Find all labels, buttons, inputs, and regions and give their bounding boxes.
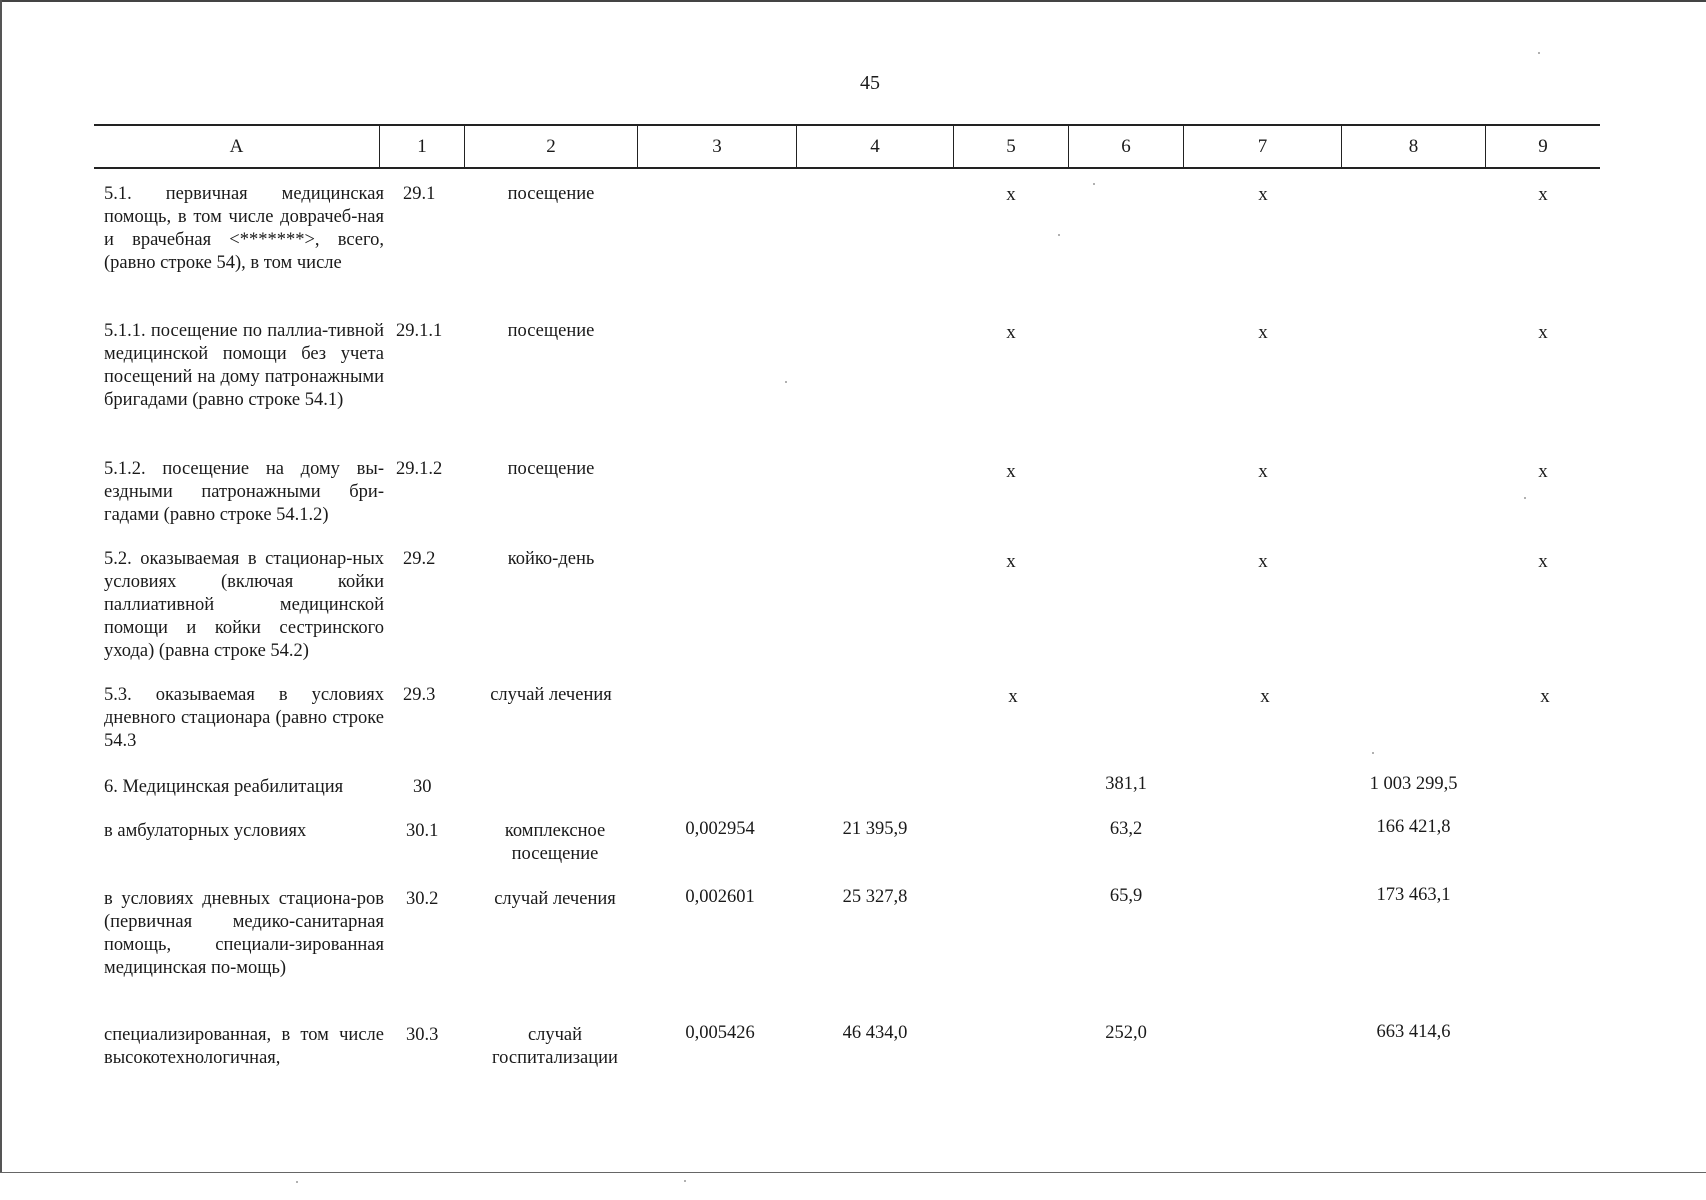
cell-col7: х [1258, 322, 1268, 343]
row-code: 29.2 [403, 549, 436, 569]
row-code: 29.1 [403, 184, 436, 204]
row-label: 5.2. оказываемая в стационар-ных условиях (включая койки паллиативной медицинской помощи и койки сестринского ухода) (равна строке 54.2) [104, 549, 384, 661]
cell-col4: 21 395,9 [842, 819, 908, 839]
row-label: 5.3. оказываемая в условиях дневного стационара (равно строке 54.3 [104, 685, 384, 751]
cell-col5: х [1006, 551, 1016, 572]
column-header-7: 7 [1257, 135, 1268, 157]
row-label: 6. Медицинская реабилитация [104, 777, 344, 797]
cell-col9: х [1538, 551, 1548, 572]
cell-col9: х [1538, 184, 1548, 205]
scan-speck [296, 1181, 298, 1183]
scan-speck [1524, 497, 1526, 499]
row-unit: посещение [507, 459, 595, 479]
row-code: 30.1 [406, 821, 439, 841]
cell-col7: х [1258, 551, 1268, 572]
cell-col3: 0,002601 [685, 887, 755, 907]
row-unit: койко-день [507, 549, 595, 569]
row-label: специализированная, в том числе высокотехнологичная, [104, 1025, 384, 1068]
cell-col3: 0,002954 [685, 819, 755, 839]
cell-col8: 173 463,1 [1376, 885, 1451, 905]
page-left-edge [0, 0, 2, 1173]
cell-col3: 0,005426 [685, 1023, 755, 1043]
cell-col6: 381,1 [1105, 774, 1147, 794]
row-code: 30.2 [406, 889, 439, 909]
cell-col6: 63,2 [1109, 819, 1143, 839]
cell-col8: 663 414,6 [1376, 1022, 1451, 1042]
row-code: 30.3 [406, 1025, 439, 1045]
row-unit: посещение [507, 321, 595, 341]
row-unit: комплексное посещение [504, 821, 606, 864]
row-unit: посещение [507, 184, 595, 204]
column-header-a: А [229, 135, 244, 157]
cell-col5: х [1006, 461, 1016, 482]
column-header-4: 4 [870, 135, 880, 157]
row-label: в условиях дневных стациона-ров (первичная медико-санитарная помощь, специали-зированная медицинская по-мощь) [104, 889, 384, 978]
cell-col7: х [1260, 686, 1270, 707]
row-label: 5.1.1. посещение по паллиа-тивной медицинской помощи без учета посещений на дому патронажными бригадами (равно строке 54.1) [104, 321, 384, 410]
cell-col5: х [1008, 686, 1018, 707]
scan-speck [1058, 234, 1060, 236]
row-label: в амбулаторных условиях [104, 821, 307, 841]
scan-speck [785, 381, 787, 383]
scan-speck [1093, 183, 1095, 185]
column-header-1: 1 [417, 135, 427, 157]
row-unit: случай госпитализации [492, 1025, 618, 1068]
column-header-3: 3 [712, 135, 722, 157]
row-code: 29.3 [403, 685, 436, 705]
column-header-8: 8 [1408, 135, 1419, 157]
cell-col5: х [1006, 184, 1016, 205]
cell-col8: 166 421,8 [1376, 817, 1451, 837]
row-code: 29.1.1 [396, 321, 443, 341]
row-unit: случай лечения [494, 889, 616, 909]
cell-col6: 65,9 [1109, 886, 1143, 906]
column-header-9: 9 [1538, 135, 1548, 157]
scan-speck [684, 1180, 686, 1182]
cell-col9: х [1540, 686, 1550, 707]
page-number: 45 [860, 72, 880, 94]
row-unit: случай лечения [490, 685, 612, 705]
cell-col7: х [1258, 461, 1268, 482]
header-bottom-rule [94, 167, 1600, 169]
column-header-2: 2 [546, 135, 556, 157]
cell-col7: х [1258, 184, 1268, 205]
row-code: 30 [413, 777, 432, 797]
row-label: 5.1. первичная медицинская помощь, в том числе доврачеб-ная и врачебная <*******>, всего, (равно строке 54), в том числе [104, 184, 384, 273]
scan-speck [1538, 52, 1540, 54]
column-header-6: 6 [1121, 135, 1131, 157]
cell-col8: 1 003 299,5 [1369, 774, 1458, 794]
cell-col9: х [1538, 322, 1548, 343]
cell-col4: 46 434,0 [842, 1023, 908, 1043]
row-label: 5.1.2. посещение на дому вы-ездными патронажными бри-гадами (равно строке 54.1.2) [104, 459, 384, 525]
cell-col6: 252,0 [1105, 1023, 1147, 1043]
page-top-edge [0, 0, 1706, 2]
scan-speck [1372, 752, 1374, 754]
column-header-5: 5 [1006, 135, 1016, 157]
cell-col4: 25 327,8 [842, 887, 908, 907]
cell-col5: х [1006, 322, 1016, 343]
cell-col9: х [1538, 461, 1548, 482]
row-code: 29.1.2 [396, 459, 443, 479]
page-bottom-edge [0, 1172, 1706, 1173]
